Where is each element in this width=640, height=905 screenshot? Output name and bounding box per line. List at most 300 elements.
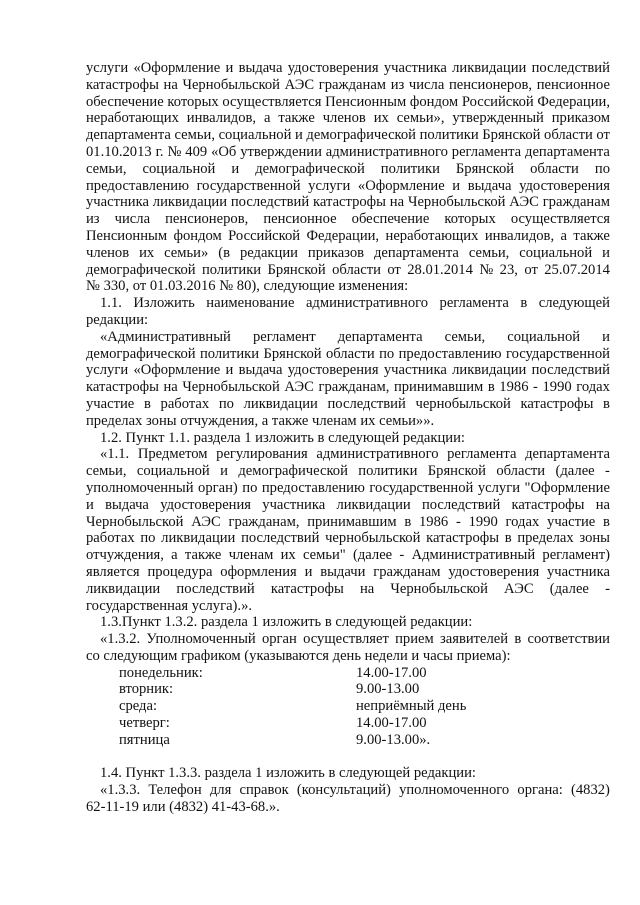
word: органа: <box>517 782 563 799</box>
word: регламент <box>252 328 316 345</box>
word: ликвидации <box>243 395 318 412</box>
word: участника <box>383 362 447 379</box>
word: удостоверения <box>287 362 379 379</box>
word: их <box>373 110 389 127</box>
word: в <box>514 631 522 648</box>
word: неработающих <box>385 227 479 244</box>
text-line <box>86 329 610 346</box>
text-line: государственная услуга).». <box>86 597 253 614</box>
text-line <box>86 94 610 111</box>
schedule-row <box>86 665 610 682</box>
word: (далее <box>555 463 595 480</box>
text-line <box>86 262 610 279</box>
word: чернобыльской <box>325 530 421 547</box>
word: 1.1. <box>100 295 122 312</box>
word: ликвидации <box>336 496 411 513</box>
word: и <box>220 463 228 480</box>
word: департамента <box>525 446 610 463</box>
word: в <box>504 530 512 547</box>
word: выдача <box>467 177 512 194</box>
word: услуги <box>86 362 129 379</box>
word: «Оформление <box>357 177 445 194</box>
word: последствий <box>241 530 320 547</box>
word: регламента <box>451 143 522 160</box>
word: от <box>596 127 610 144</box>
word: их <box>139 244 155 261</box>
word: чернобыльской <box>415 395 511 412</box>
text-line <box>86 161 610 178</box>
word: - <box>605 463 610 480</box>
word: членам <box>228 547 274 564</box>
word: 1986 <box>499 379 529 396</box>
word: катастрофы <box>511 496 585 513</box>
word: фондом <box>173 227 222 244</box>
word: катастрофы <box>313 194 386 211</box>
word: регулирования <box>216 446 308 463</box>
word: Брянской <box>455 160 515 177</box>
word: и <box>295 127 303 144</box>
word: Федерации, <box>306 227 380 244</box>
schedule-day: пятница <box>119 731 170 748</box>
word: услуги <box>308 177 351 194</box>
word: Федерации, <box>537 93 610 110</box>
word: соответствии <box>527 631 610 648</box>
schedule-row <box>86 732 610 749</box>
word: пенсионное <box>263 211 337 228</box>
word: их <box>280 547 296 564</box>
word: Уполномоченный <box>146 631 256 648</box>
word: семьи» <box>164 244 209 261</box>
schedule-time: 9.00-13.00». <box>356 731 431 748</box>
word: АЭС <box>504 580 534 597</box>
word: «Административный <box>100 328 231 345</box>
word: последствий <box>327 395 406 412</box>
word: работах <box>86 530 135 547</box>
paragraph-1-2 <box>86 430 610 615</box>
text-line <box>86 547 610 564</box>
word: орган) <box>198 479 238 496</box>
word: в <box>143 395 151 412</box>
word: на <box>595 496 610 513</box>
word: 25.07.2014 <box>544 261 610 278</box>
word: которых <box>444 211 496 228</box>
word: 1990 <box>542 379 572 396</box>
word: (консультаций) <box>296 782 391 799</box>
word: на <box>163 76 178 93</box>
text-line <box>86 379 610 396</box>
text-line <box>86 581 610 598</box>
word: редакции <box>239 244 298 261</box>
word: семьи, <box>174 127 215 144</box>
word: семьи, <box>86 160 127 177</box>
word: гражданам <box>542 194 610 211</box>
word: 28.01.2014 <box>407 261 473 278</box>
word: области <box>530 160 579 177</box>
text-line <box>86 295 610 312</box>
word: процедура <box>147 563 213 580</box>
word: из <box>390 76 405 93</box>
word: участника <box>383 60 447 76</box>
text-line <box>86 480 610 497</box>
document-page <box>86 60 610 816</box>
text-line <box>86 446 610 463</box>
schedule-day: четверг: <box>119 715 170 732</box>
word: а <box>171 547 178 564</box>
word: годах <box>505 513 540 530</box>
word: 1986 <box>419 513 449 530</box>
word: осуществляется <box>222 93 322 110</box>
word: (в <box>218 244 230 261</box>
word: от <box>524 261 538 278</box>
word: также <box>278 110 315 127</box>
text-line <box>86 194 610 211</box>
word: № <box>167 143 182 160</box>
word: приказом <box>551 110 610 127</box>
word: по <box>594 160 610 177</box>
word: в <box>520 295 528 312</box>
word: в <box>487 379 495 396</box>
word: принимавшим <box>307 513 397 530</box>
word: гражданам, <box>318 379 390 396</box>
word: выдача <box>238 60 283 76</box>
word: предоставлению <box>398 345 502 362</box>
word: социальной <box>507 328 581 345</box>
schedule-time: 14.00-17.00 <box>356 715 427 732</box>
word: ликвидации <box>152 194 228 211</box>
word: следующей <box>538 295 610 312</box>
word: Чернобыльской <box>86 513 184 530</box>
word: демографической <box>86 261 196 278</box>
word: является <box>86 563 140 580</box>
schedule-time: неприёмный день <box>356 698 467 715</box>
paragraph-1-1 <box>86 295 610 429</box>
text-line <box>86 362 610 379</box>
word: последствий <box>176 580 255 597</box>
word: демографической <box>255 160 365 177</box>
word: пенсионеров, <box>448 76 533 93</box>
text-line <box>86 564 610 581</box>
word: выдачи <box>320 563 366 580</box>
word: отчуждения, <box>86 547 164 564</box>
word: Чернобыльской <box>182 76 280 93</box>
word: уполномоченный <box>86 479 194 496</box>
word: участника <box>86 194 149 211</box>
word: и <box>225 60 234 76</box>
word: в <box>603 395 610 412</box>
word: Предметом <box>137 446 208 463</box>
word: демографической <box>238 463 348 480</box>
word: удостоверения <box>448 563 540 580</box>
word: Чернобыльской <box>390 580 488 597</box>
word: обеспечение <box>351 211 430 228</box>
word: г. <box>155 143 164 160</box>
word: государственной <box>196 177 301 194</box>
word: Брянской <box>267 261 326 278</box>
word: выдача <box>105 496 149 513</box>
word: административного <box>325 143 448 160</box>
word: Брянской <box>427 463 486 480</box>
word: гражданам <box>373 563 441 580</box>
schedule-time: 9.00-13.00 <box>356 681 420 698</box>
text-line: 1.4. Пункт 1.3.3. раздела 1 изложить в следующей редакции: <box>100 765 476 782</box>
word: "Оформление <box>524 479 610 496</box>
intro-paragraph <box>86 60 610 295</box>
word: департамента <box>337 328 423 345</box>
text-line: 1.2. Пункт 1.1. раздела 1 изложить в следующей редакции: <box>100 429 465 446</box>
word: по <box>140 530 156 547</box>
schedule-day: понедельник: <box>119 664 203 681</box>
word: № <box>479 261 494 278</box>
word: политики <box>419 127 479 144</box>
word: 409 <box>185 143 208 160</box>
word: пенсионеров, <box>165 211 249 228</box>
word: демографической <box>86 345 196 362</box>
word: регламент) <box>542 547 610 564</box>
word: на <box>389 194 405 211</box>
word: утвержденный <box>452 110 544 127</box>
word: социальной <box>136 463 210 480</box>
word: Телефон <box>148 782 202 799</box>
word: оформления <box>220 563 297 580</box>
word: инвалидов, <box>186 110 257 127</box>
word: семьи», <box>396 110 445 127</box>
word: а <box>560 227 567 244</box>
word: от <box>387 261 401 278</box>
word: в <box>404 513 412 530</box>
word: орган <box>261 631 297 648</box>
word: пределах <box>517 530 574 547</box>
word: департамента <box>86 127 171 144</box>
word: и <box>452 177 461 194</box>
word: участника <box>262 496 326 513</box>
text-line <box>86 463 610 480</box>
word: семьи" <box>302 547 346 564</box>
word: катастрофы <box>520 395 594 412</box>
word: по <box>242 479 258 496</box>
word: для <box>209 782 232 799</box>
word: катастрофы <box>86 379 159 396</box>
text-line <box>86 77 610 94</box>
word: участника <box>546 563 610 580</box>
word: предоставлению <box>86 177 189 194</box>
word: членов <box>322 110 366 127</box>
text-line <box>86 631 610 648</box>
word: и <box>304 563 313 580</box>
word: членов <box>86 244 130 261</box>
word: АЭС <box>284 379 314 396</box>
word: также <box>184 547 222 564</box>
text-line <box>86 110 610 127</box>
word: удостоверения <box>519 177 610 194</box>
word: справок <box>239 782 289 799</box>
word: Брянской <box>263 345 322 362</box>
word: АЭС <box>284 76 315 93</box>
word: выдача <box>238 362 283 379</box>
word: по <box>379 345 395 362</box>
word: которых <box>167 93 219 110</box>
word: области <box>325 345 375 362</box>
word: удостоверения <box>287 60 379 76</box>
word: государственной <box>369 479 474 496</box>
word: уполномоченного <box>399 782 510 799</box>
word: и <box>225 362 234 379</box>
word: области <box>544 127 593 144</box>
word: наименование <box>206 295 295 312</box>
word: демографической <box>306 127 416 144</box>
text-line <box>86 127 610 144</box>
text-line: пределах зоны отчуждения, а также членам их семьи»». <box>86 412 435 429</box>
word: обеспечение <box>86 93 164 110</box>
word: и <box>86 496 94 513</box>
schedule-day: вторник: <box>119 681 174 698</box>
text-line: 62-11-19 или (4832) 41-43-68.». <box>86 799 280 816</box>
word: принимавшим <box>393 379 484 396</box>
word: департамента <box>525 143 610 160</box>
word: ликвидации <box>86 580 161 597</box>
word: Чернобыльской <box>182 379 280 396</box>
word: гражданам, <box>228 513 300 530</box>
word: административного <box>316 446 439 463</box>
word: предоставлению <box>261 479 365 496</box>
word: 01.10.2013 <box>86 143 152 160</box>
word: осуществляет <box>303 631 389 648</box>
word: катастрофы <box>270 580 344 597</box>
word: ликвидации <box>452 362 527 379</box>
word: Пенсионным <box>325 93 407 110</box>
text-line <box>86 782 610 799</box>
word: заявителей <box>440 631 509 648</box>
word: АЭС <box>191 513 221 530</box>
word: «1.3.3. <box>100 782 141 799</box>
text-line: редакции: <box>86 311 149 328</box>
word: инвалидов, <box>484 227 555 244</box>
word: политики <box>199 345 260 362</box>
word: семьи, <box>468 244 510 261</box>
text-line: 1.3.Пункт 1.3.2. раздела 1 изложить в следующей редакции: <box>100 614 473 631</box>
word: департамента <box>374 244 459 261</box>
word: а <box>263 110 271 127</box>
word: семьи, <box>86 463 127 480</box>
schedule-time: 14.00-17.00 <box>356 664 427 681</box>
text-line <box>86 245 610 262</box>
word: политики <box>202 261 262 278</box>
text-line <box>86 60 610 77</box>
word: регламента <box>439 295 509 312</box>
word: - <box>533 379 538 396</box>
word: фондом <box>409 93 459 110</box>
word: на <box>359 580 375 597</box>
text-line: со следующим графиком (указываются день недели и часы приема): <box>86 647 511 664</box>
word: политики <box>380 160 440 177</box>
word: области <box>332 261 381 278</box>
word: области <box>496 463 546 480</box>
word: «Оформление <box>133 362 221 379</box>
word: политики <box>358 463 418 480</box>
word: неработающих <box>86 110 179 127</box>
schedule-row <box>86 681 610 698</box>
word: - <box>455 513 461 530</box>
word: административного <box>305 295 429 312</box>
word: в <box>603 513 610 530</box>
word: и <box>602 328 610 345</box>
word: осуществляется <box>510 211 610 228</box>
word: 1990 <box>468 513 498 530</box>
text-line <box>86 396 610 413</box>
word: (далее <box>353 547 393 564</box>
word: работах <box>160 395 210 412</box>
word: утверждении <box>240 143 322 160</box>
word: - <box>399 547 405 564</box>
word: Пенсионным <box>86 227 168 244</box>
word: числа <box>114 211 151 228</box>
word: числа <box>408 76 445 93</box>
word: участие <box>86 395 135 412</box>
word: социальной <box>142 160 216 177</box>
word: (далее <box>549 580 589 597</box>
word: «1.3.2. <box>100 631 141 648</box>
word: последствий <box>230 194 310 211</box>
word: приказов <box>307 244 365 261</box>
word: Российской <box>461 93 534 110</box>
word: ликвидации <box>452 60 527 76</box>
reception-schedule <box>86 665 610 749</box>
text-line <box>86 530 610 547</box>
word: Чернобыльской <box>407 194 506 211</box>
word: и <box>602 244 610 261</box>
word: катастрофы <box>426 530 500 547</box>
word: участие <box>547 513 596 530</box>
text-line <box>86 514 610 531</box>
word: и <box>231 160 240 177</box>
word: услуги <box>86 60 129 76</box>
word: семьи, <box>444 328 486 345</box>
word: Российской <box>228 227 301 244</box>
word: социальной <box>218 127 292 144</box>
word: Брянской <box>482 127 541 144</box>
word: последствий <box>421 496 501 513</box>
word: Административный <box>411 547 536 564</box>
word: «Оформление <box>133 60 221 76</box>
word: АЭС <box>509 194 539 211</box>
word: пенсионное <box>536 76 610 93</box>
text-line <box>86 211 610 228</box>
word: годах <box>576 379 610 396</box>
word: ликвидации <box>161 530 236 547</box>
paragraph-gap <box>86 749 610 766</box>
word: по <box>218 395 234 412</box>
word: удостоверения <box>160 496 251 513</box>
schedule-day: среда: <box>119 698 158 715</box>
schedule-row <box>86 698 610 715</box>
word: (4832) <box>570 782 610 799</box>
word: 23, <box>499 261 518 278</box>
word: из <box>86 211 100 228</box>
word: государственной <box>505 345 610 362</box>
word: регламента <box>447 446 517 463</box>
text-line <box>86 346 610 363</box>
paragraph-1-3 <box>86 614 610 748</box>
word: - <box>605 580 610 597</box>
word: последствий <box>531 362 610 379</box>
word: Изложить <box>133 295 195 312</box>
word: услуги <box>477 479 521 496</box>
word: последствий <box>531 60 610 76</box>
text-line <box>86 144 610 161</box>
word: на <box>163 379 178 396</box>
text-line <box>86 228 610 245</box>
text-line <box>86 497 610 514</box>
word: «Об <box>211 143 237 160</box>
